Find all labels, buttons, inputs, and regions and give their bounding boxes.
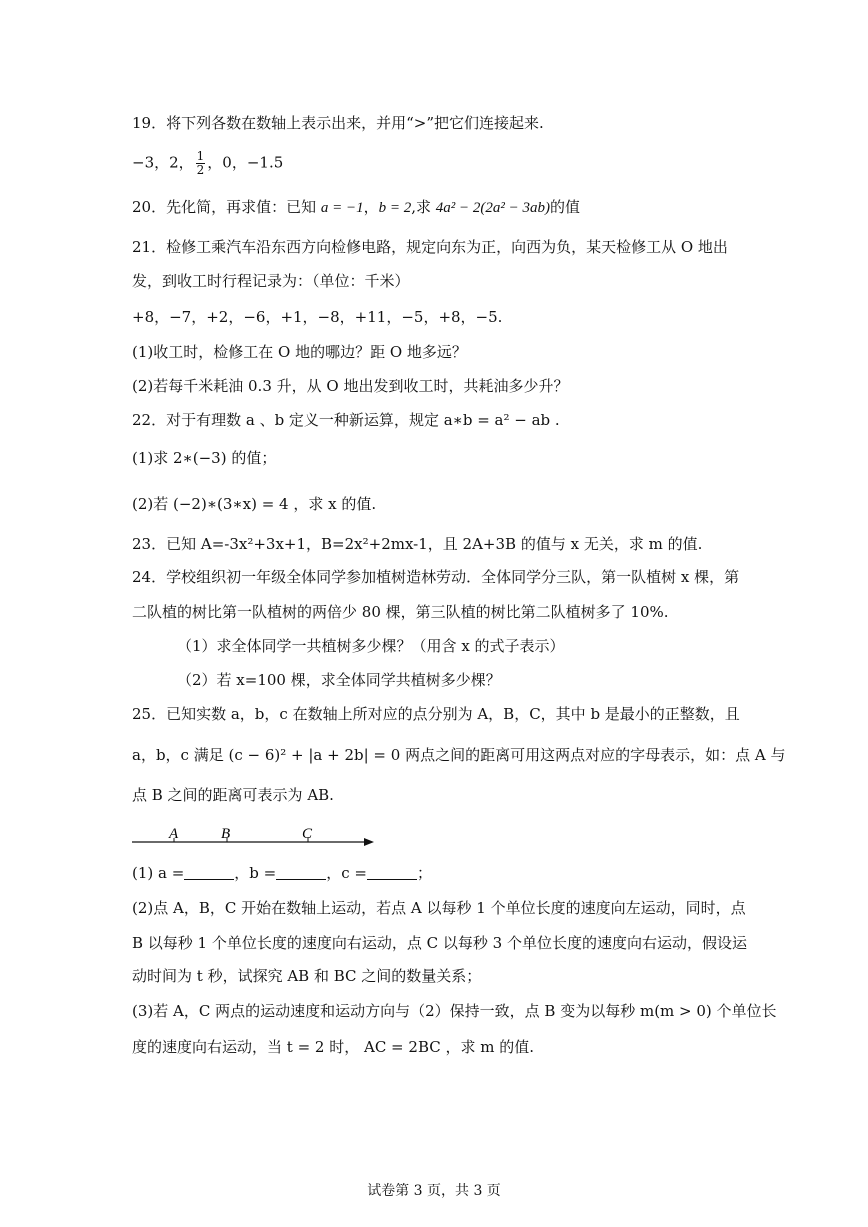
point-label-b: B (221, 826, 231, 842)
blank-a[interactable] (184, 865, 234, 880)
blank-c[interactable] (367, 865, 417, 880)
q25-sub1-b: ，b = (234, 864, 277, 882)
q25-sub1-end: ； (417, 864, 433, 882)
q25-sub1 (132, 863, 432, 883)
q24-line2: 二队植的树比第一队植树的两倍少 80 棵，第三队植的树比第二队植树多了 10%. (132, 603, 669, 621)
q20-b-cond: b = 2 (378, 200, 412, 216)
q20-expression: 4a² − 2(2a² − 3ab) (435, 200, 551, 216)
q22-sub2: (2)若 (−2)∗(3∗x) = 4 ，求 x 的值. (132, 495, 377, 513)
q19-nums-before: −3，2， (132, 153, 194, 172)
q19-nums-after: ，0，−1.5 (207, 153, 284, 172)
q24-sub1: （1）求全体同学一共植树多少棵？（用含 x 的式子表示） (177, 637, 565, 655)
q20-text-a: 20．先化简，再求值：已知 (132, 198, 321, 216)
q21-line1: 21．检修工乘汽车沿东西方向检修电路，规定向东为正，向西为负，某天检修工从 O 地出 (132, 238, 728, 256)
q19-fraction (196, 150, 206, 177)
q21-sub2: (2)若每千米耗油 0.3 升，从 O 地出发到收工时，共耗油多少升？ (132, 377, 569, 395)
q19-frac-num: 1 (196, 149, 205, 163)
q25-sub3-line1: (3)若 A，C 两点的运动速度和运动方向与（2）保持一致，点 B 变为以每秒 m(m > 0) 个单位长 (132, 1002, 777, 1020)
q20-a-cond: a = −1 (320, 200, 364, 216)
q25-line3: 点 B 之间的距离可表示为 AB. (132, 786, 334, 804)
q21-line2: 发，到收工时行程记录为：（单位：千米） (132, 272, 410, 290)
q20-text-b: ,求 (411, 198, 436, 216)
q24-sub2: （2）若 x=100 棵，求全体同学共植树多少棵？ (177, 671, 501, 689)
q25-sub1-a: (1) a = (132, 864, 185, 882)
q19-numbers (132, 150, 283, 177)
q25-sub2-line2: B 以每秒 1 个单位长度的速度向右运动，点 C 以每秒 3 个单位长度的速度向右运动，假设运 (132, 934, 747, 952)
q25-line1: 25．已知实数 a，b，c 在数轴上所对应的点分别为 A，B，C，其中 b 是最小的正整数，且 (132, 705, 740, 723)
page-footer: 试卷第 3 页，共 3 页 (367, 1183, 501, 1199)
q25-sub3-line2: 度的速度向右运动，当 t = 2 时， AC = 2BC ，求 m 的值. (132, 1038, 535, 1056)
q25-sub2-line1: (2)点 A，B，C 开始在数轴上运动，若点 A 以每秒 1 个单位长度的速度向左运动，同时，点 (132, 899, 746, 917)
number-line-arrow (364, 838, 374, 846)
q19-frac-den: 2 (196, 163, 205, 177)
number-line-diagram (130, 826, 380, 854)
q25-sub2-line3: 动时间为 t 秒，试探究 AB 和 BC 之间的数量关系； (132, 967, 482, 985)
q25-sub1-c: ，c = (326, 864, 367, 882)
point-label-a: A (169, 826, 179, 842)
blank-b[interactable] (276, 865, 326, 880)
q21-records: +8，−7，+2，−6，+1，−8，+11，−5，+8，−5. (132, 308, 503, 326)
q20-text-c: 的值 (550, 198, 581, 216)
q24-line1: 24．学校组织初一年级全体同学参加植树造林劳动．全体同学分三队，第一队植树 x 棵，第 (132, 568, 740, 586)
q22-sub1: (1)求 2∗(−3) 的值； (132, 449, 277, 467)
q19-text: 19．将下列各数在数轴上表示出来，并用“>”把它们连接起来. (132, 114, 544, 132)
point-label-c: C (302, 826, 313, 842)
q21-sub1: (1)收工时，检修工在 O 地的哪边？距 O 地多远？ (132, 343, 467, 361)
q25-line2: a，b，c 满足 (c − 6)² + |a + 2b| = 0 两点之间的距离可用这两点对应的字母表示，如：点 A 与 (132, 746, 786, 764)
q20-sep: ， (363, 198, 379, 216)
q23-line: 23．已知 A=-3x²+3x+1，B=2x²+2mx-1，且 2A+3B 的值与 x 无关，求 m 的值. (132, 535, 703, 553)
q22-line1: 22．对于有理数 a 、b 定义一种新运算，规定 a∗b = a² − ab . (132, 411, 560, 429)
q20-line (132, 197, 580, 218)
